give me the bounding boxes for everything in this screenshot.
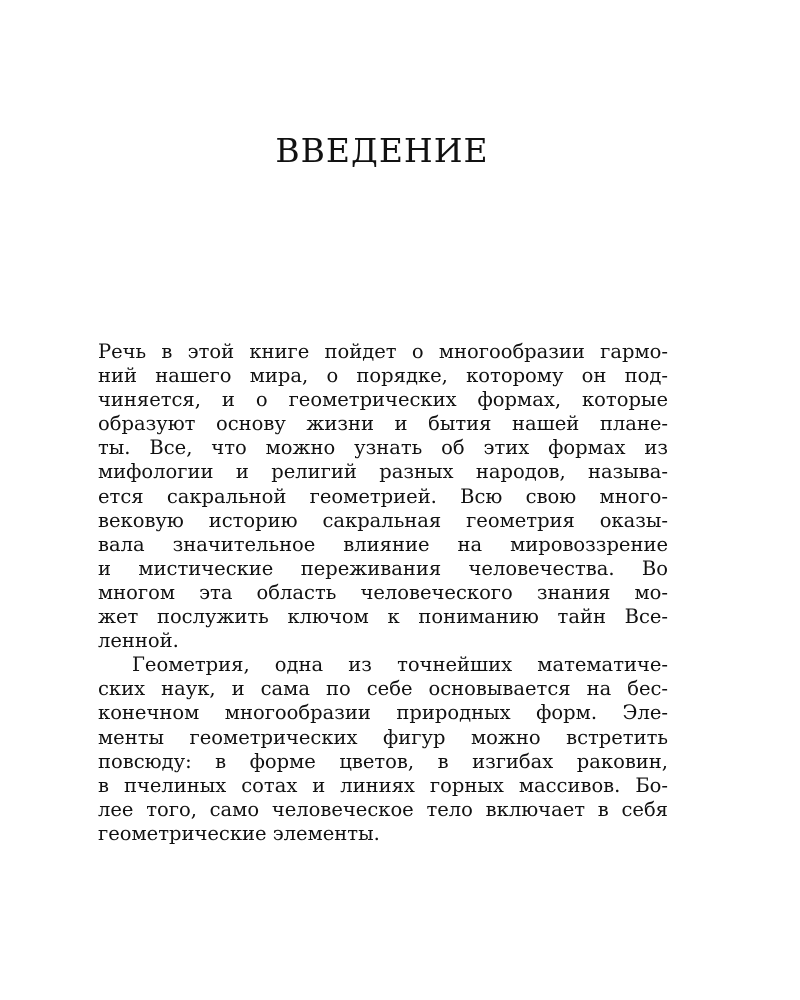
- text-line: мифологии и религий разных народов, называ-: [98, 460, 668, 484]
- text-line: менты геометрических фигур можно встретить: [98, 725, 668, 749]
- text-line: геометрические элементы.: [98, 821, 380, 845]
- chapter-title: ВВЕДЕНИЕ: [275, 131, 489, 170]
- text-line: жет послужить ключом к пониманию тайн Все-: [98, 605, 668, 629]
- text-line: конечном многообразии природных форм. Эле-: [98, 701, 668, 725]
- text-line: Геометрия, одна из точнейших математиче-: [132, 653, 668, 677]
- chapter-body: [98, 340, 668, 846]
- paragraph-2: [98, 653, 668, 846]
- paragraph-1: [98, 340, 668, 653]
- text-line: ний нашего мира, о порядке, которому он под-: [98, 364, 668, 388]
- text-line: вековую историю сакральная геометрия оказы-: [98, 508, 668, 532]
- text-line: Речь в этой книге пойдет о многообразии гармо-: [98, 340, 668, 363]
- text-line: многом эта область человеческого знания мо-: [98, 580, 668, 604]
- text-line: ских наук, и сама по себе основывается на бес-: [98, 677, 668, 701]
- text-line: и мистические переживания человечества. Во: [98, 556, 668, 580]
- text-line: ется сакральной геометрией. Всю свою много-: [98, 484, 668, 508]
- text-line: лее того, само человеческое тело включает в себя: [98, 797, 668, 821]
- text-line: повсюду: в форме цветов, в изгибах раковин,: [98, 749, 668, 773]
- text-line: чиняется, и о геометрических формах, которые: [98, 388, 668, 412]
- text-line: ленной.: [98, 629, 179, 653]
- text-line: вала значительное влияние на мировоззрение: [98, 532, 668, 556]
- text-line: образуют основу жизни и бытия нашей плане-: [98, 412, 668, 436]
- text-line: в пчелиных сотах и линиях горных массивов. Бо-: [98, 773, 668, 797]
- text-line: ты. Все, что можно узнать об этих формах из: [98, 436, 668, 460]
